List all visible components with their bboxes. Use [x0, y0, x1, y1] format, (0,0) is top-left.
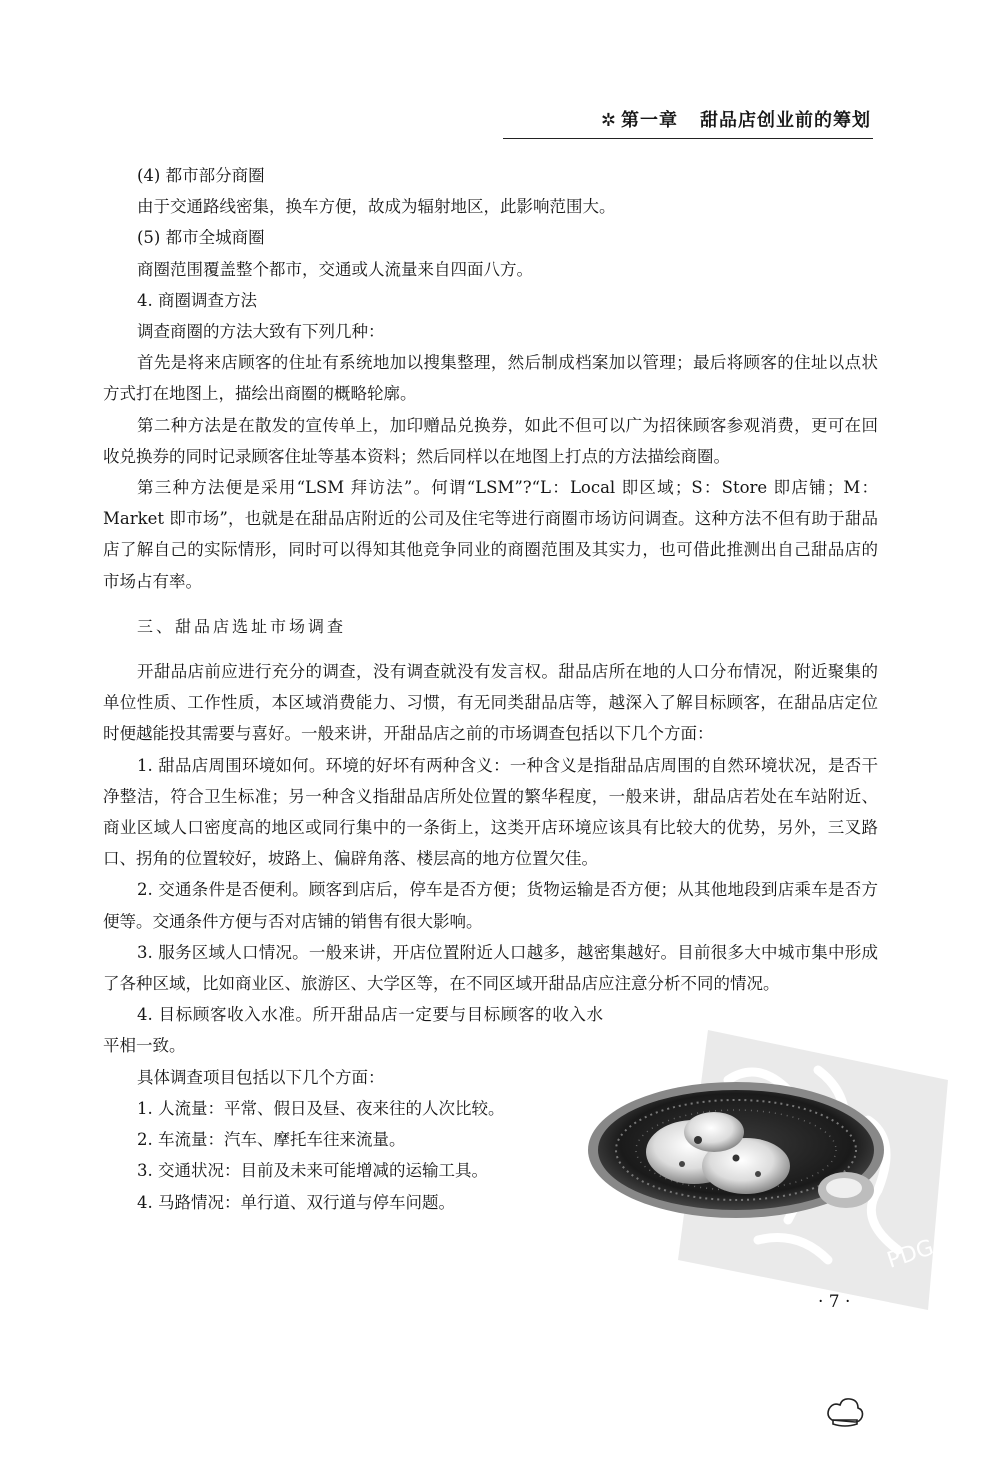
paragraph: 第三种方法便是采用“LSM 拜访法”。何谓“LSM”?“L：Local 即区域；S：Store 即店铺；M：Market 即市场”，也就是在甜品店附近的公司及住宅等进行商圈市场访问调查。这种方法不但有助于甜品店了解自己的实际情形，同时可以得知其他竞争同业的商圈范围及其实力，也可借此推测出自己甜品店的市场占有率。: [103, 478, 878, 591]
paragraph: 具体调查项目包括以下几个方面：: [137, 1067, 385, 1087]
list-item: 3. 交通状况：目前及未来可能增减的运输工具。: [137, 1161, 488, 1181]
subheading: 4. 商圈调查方法: [137, 290, 257, 310]
list-item: 2. 车流量：汽车、摩托车往来流量。: [137, 1130, 406, 1150]
chapter-label: 第一章: [621, 110, 678, 131]
subheading: (5) 都市全城商圈: [137, 228, 265, 248]
page-number: · 7 ·: [818, 1292, 851, 1312]
paragraph: 第二种方法是在散发的宣传单上，加印赠品兑换券，如此不但可以广为招徕顾客参观消费，更可在回收兑换券的同时记录顾客住址等基本资料；然后同样以在地图上打点的方法描绘商圈。: [103, 415, 878, 466]
running-header: [601, 106, 871, 132]
list-item: 1. 人流量：平常、假日及昼、夜来往的人次比较。: [137, 1098, 505, 1118]
dessert-photo: [586, 1080, 886, 1230]
chapter-title: 甜品店创业前的筹划: [700, 110, 871, 131]
paragraph: 3. 服务区域人口情况。一般来讲，开店位置附近人口越多，越密集越好。目前很多大中城市集中形成了各种区域，比如商业区、旅游区、大学区等，在不同区域开甜品店应注意分析不同的情况。: [103, 942, 878, 994]
paragraph: 1. 甜品店周围环境如何。环境的好坏有两种含义：一种含义是指甜品店周围的自然环境状况，是否干净整洁，符合卫生标准；另一种含义指甜品店所处位置的繁华程度，一般来讲，甜品店若处在车站附近、商业区域人口密度高的地区或同行集中的一条街上，这类开店环境应该具有比较大的优势，另外，三叉路口、拐角的位置较好，坡路上、偏辟角落、楼层高的地方位置欠佳。: [103, 755, 878, 869]
paragraph: 4. 目标顾客收入水准。所开甜品店一定要与目标顾客的收入水平相一致。: [103, 1005, 603, 1056]
watermark-text: PDG: [884, 1235, 937, 1274]
header-rule: [503, 138, 873, 139]
subheading: (4) 都市部分商圈: [137, 166, 265, 185]
paragraph: 首先是将来店顾客的住址有系统地加以搜集整理，然后制成档案加以管理；最后将顾客的住址以点状方式打在地图上，描绘出商圈的概略轮廓。: [103, 353, 878, 404]
flower-mark-icon: ✲: [600, 110, 617, 131]
chef-hat-icon: [824, 1394, 864, 1430]
section-heading: 三、甜品店选址市场调查: [137, 616, 347, 636]
paragraph: 调查商圈的方法大致有下列几种：: [137, 322, 385, 342]
paragraph: 2. 交通条件是否便利。顾客到店后，停车是否方便；货物运输是否方便；从其他地段到店乘车是否方便等。交通条件方便与否对店铺的销售有很大影响。: [103, 880, 878, 931]
list-item: 4. 马路情况：单行道、双行道与停车问题。: [137, 1192, 455, 1212]
paragraph: 商圈范围覆盖整个都市，交通或人流量来自四面八方。: [137, 259, 533, 279]
paragraph: 由于交通路线密集，换车方便，故成为辐射地区，此影响范围大。: [137, 197, 616, 217]
paragraph: 开甜品店前应进行充分的调查，没有调查就没有发言权。甜品店所在地的人口分布情况，附近聚集的单位性质、工作性质，本区域消费能力、习惯，有无同类甜品店等，越深入了解目标顾客，在甜品店定位时便越能投其需要与喜好。一般来讲，开甜品店之前的市场调查包括以下几个方面：: [103, 662, 878, 744]
